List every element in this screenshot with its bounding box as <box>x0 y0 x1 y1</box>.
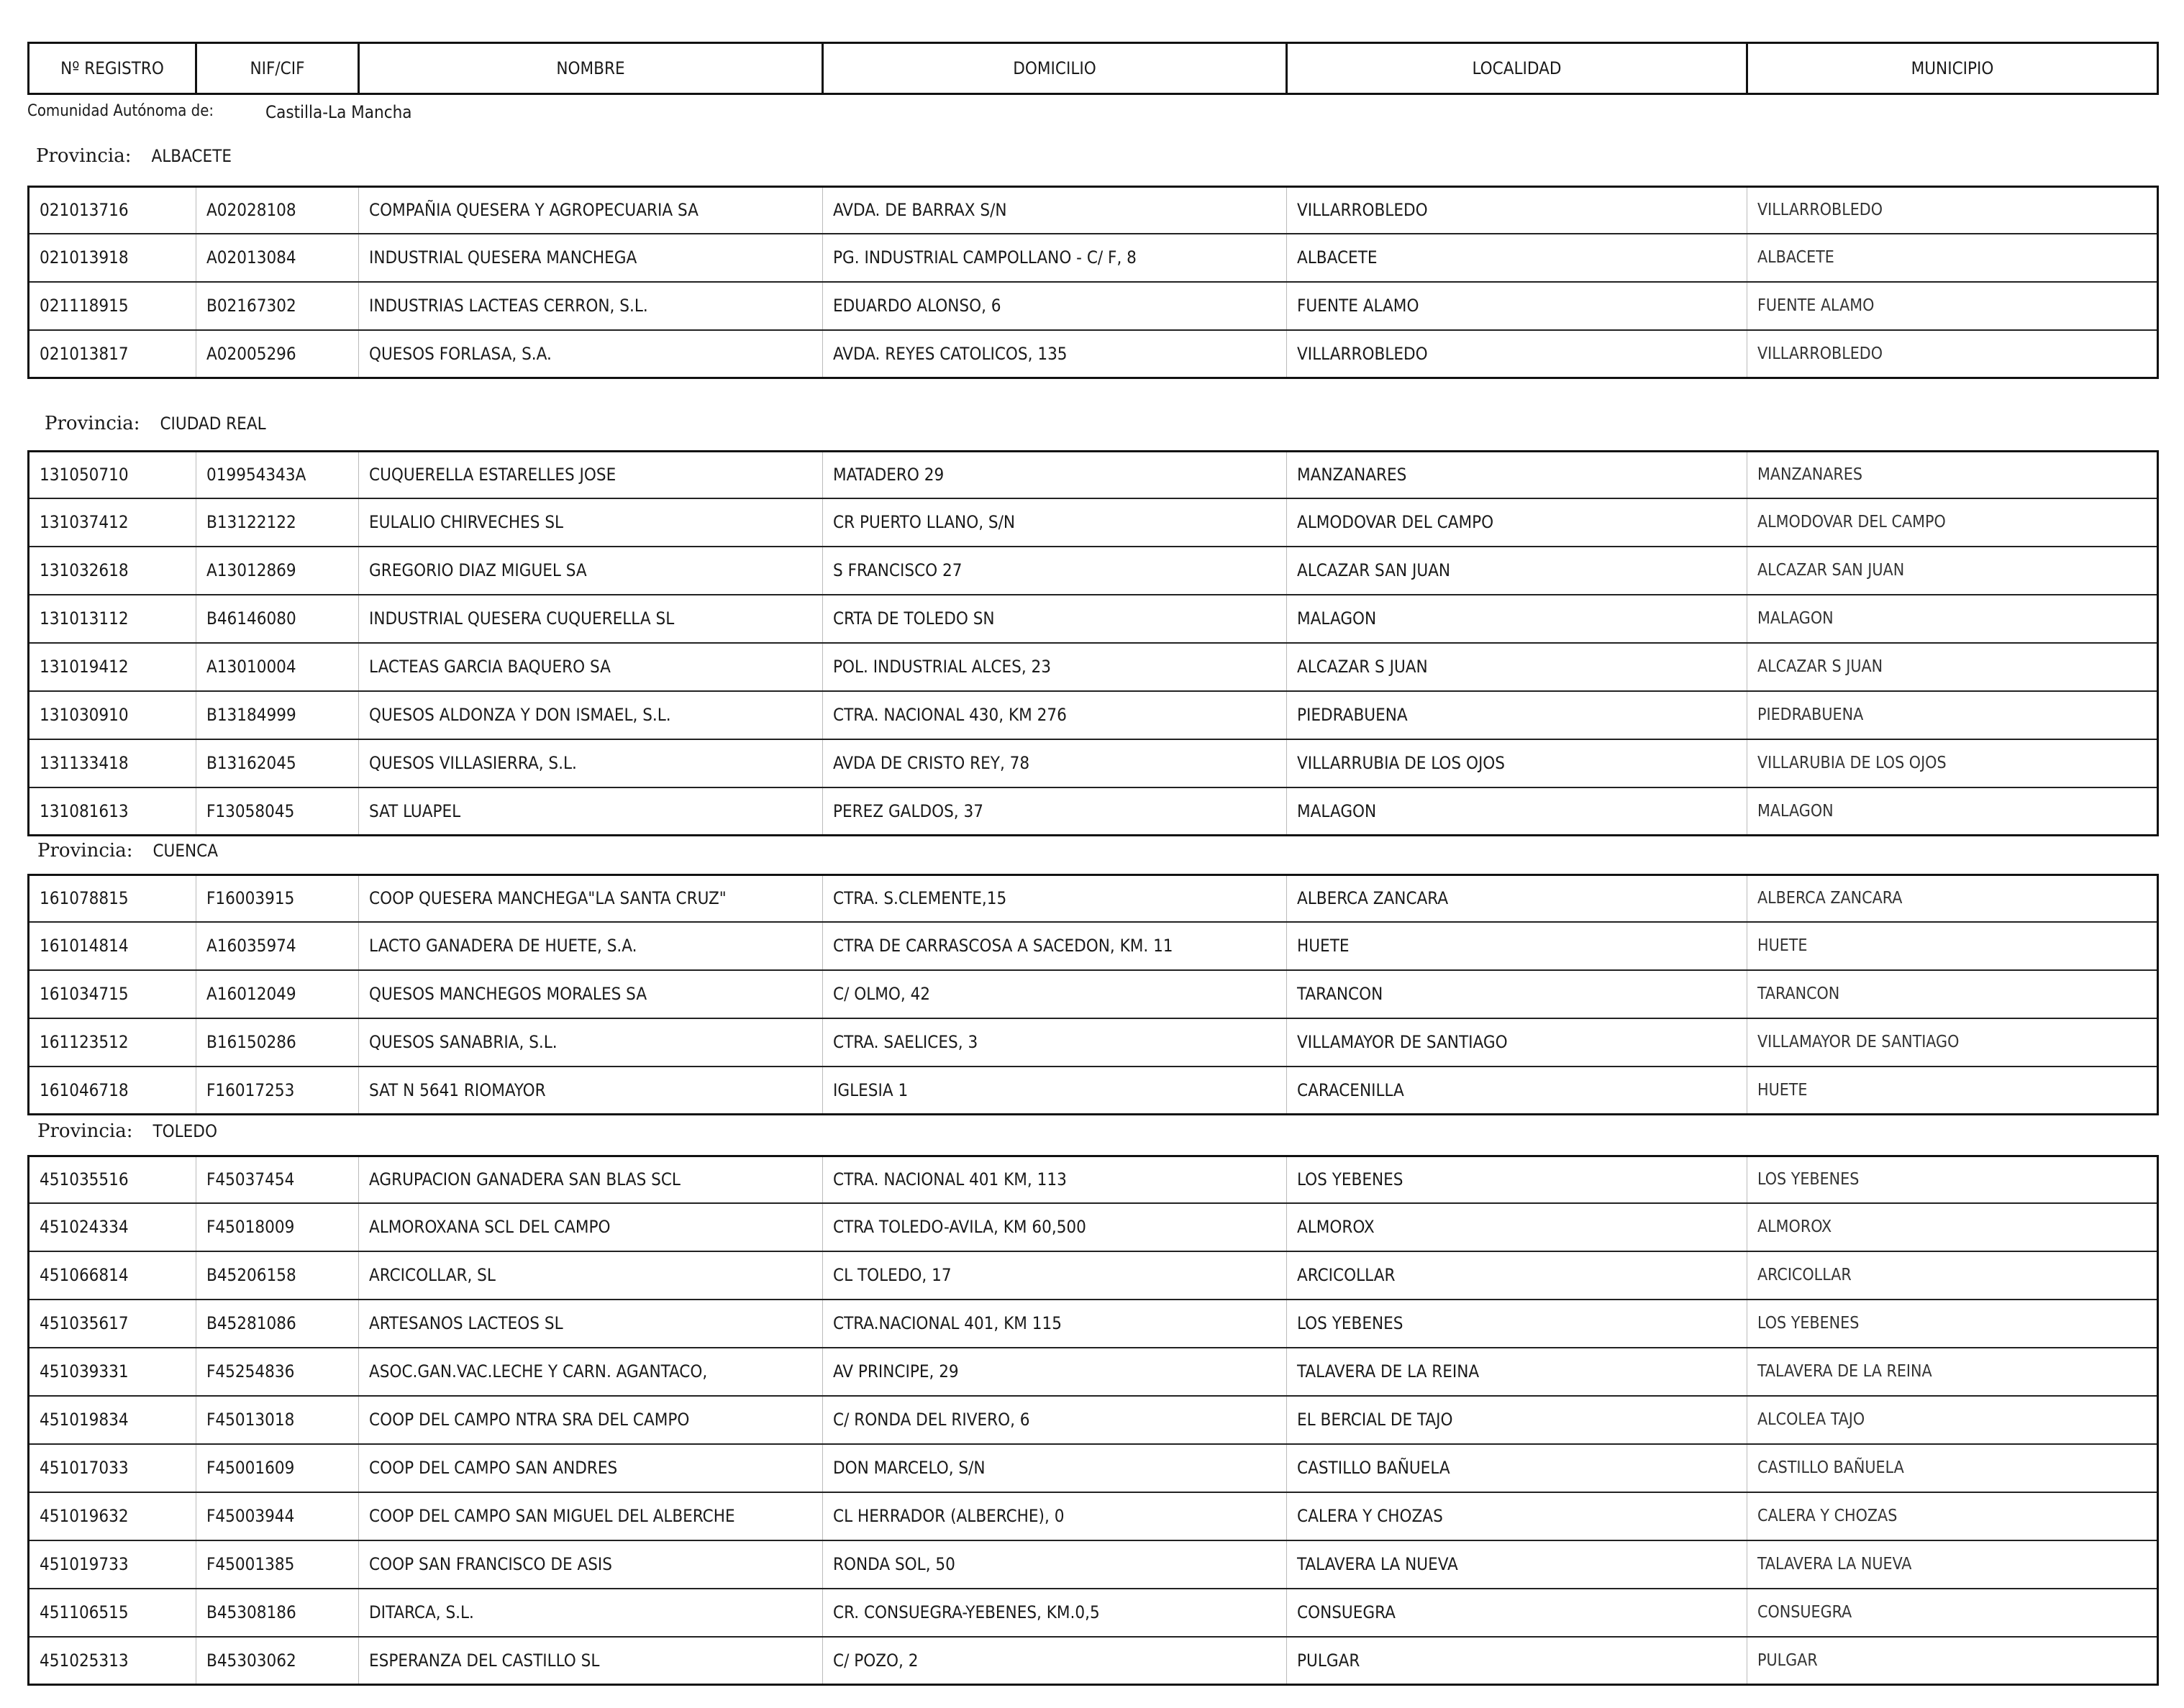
cell-municipio: VILLARROBLEDO <box>1747 187 2158 234</box>
table-row <box>29 1018 2158 1067</box>
cell-registro: 451035516 <box>40 1169 129 1190</box>
table-row <box>29 595 2158 643</box>
cell-municipio: VILLAMAYOR DE SANTIAGO <box>1747 1018 2158 1067</box>
cell-localidad: CONSUEGRA <box>1287 1589 1747 1637</box>
comunidad-label: Comunidad Autónoma de: <box>27 102 214 120</box>
cell-registro: 451024334 <box>29 1203 196 1251</box>
cell-domicilio: CTRA DE CARRASCOSA A SACEDON, KM. 11 <box>823 922 1287 970</box>
cell-nif: B45303062 <box>196 1637 359 1685</box>
cell-registro: 451106515 <box>29 1589 196 1637</box>
cell-registro: 451025313 <box>29 1637 196 1685</box>
cell-municipio: PIEDRABUENA <box>1747 691 2158 739</box>
cell-nif: A02028108 <box>196 187 359 234</box>
cell-nif: A02013084 <box>196 234 359 282</box>
cell-municipio: MALAGON <box>1747 595 2158 643</box>
cell-registro: 161034715 <box>29 970 196 1018</box>
cell-domicilio: CRTA DE TOLEDO SN <box>823 595 1287 643</box>
cell-municipio: CONSUEGRA <box>1747 1589 2158 1637</box>
table-row <box>29 970 2158 1018</box>
table-row <box>29 1637 2158 1685</box>
cell-domicilio: AVDA. DE BARRAX S/N <box>823 187 1287 234</box>
cell-municipio: ALCAZAR S JUAN <box>1747 643 2158 691</box>
cell-registro: 021118915 <box>29 282 196 330</box>
cell-localidad: VILLARROBLEDO <box>1287 187 1747 234</box>
cell-municipio: MALAGON <box>1747 787 2158 836</box>
cell-domicilio: C/ POZO, 2 <box>823 1637 1287 1685</box>
cell-nif: A02005296 <box>196 330 359 378</box>
table-row <box>29 1492 2158 1540</box>
cell-municipio: TALAVERA DE LA REINA <box>1747 1348 2158 1396</box>
cell-nif: B13122122 <box>196 498 359 547</box>
cell-domicilio: CR. CONSUEGRA-YEBENES, KM.0,5 <box>823 1589 1287 1637</box>
cell-domicilio: CL HERRADOR (ALBERCHE), 0 <box>823 1492 1287 1540</box>
cell-localidad: ARCICOLLAR <box>1287 1251 1747 1300</box>
cell-registro: 451019632 <box>29 1492 196 1540</box>
cell-nombre: LACTEAS GARCIA BAQUERO SA <box>359 643 823 691</box>
cell-localidad: CASTILLO BAÑUELA <box>1287 1444 1747 1492</box>
table-row <box>29 1589 2158 1637</box>
cell-municipio: FUENTE ALAMO <box>1747 282 2158 330</box>
table-row <box>29 330 2158 378</box>
cell-localidad: ALCAZAR S JUAN <box>1287 643 1747 691</box>
cell-nif: F13058045 <box>196 787 359 836</box>
comunidad-line <box>27 102 412 122</box>
column-header-table <box>27 42 2159 95</box>
cell-nombre: QUESOS SANABRIA, S.L. <box>359 1018 823 1067</box>
cell-nombre: INDUSTRIAL QUESERA CUQUERELLA SL <box>359 595 823 643</box>
cell-nif: F45013018 <box>196 1396 359 1444</box>
comunidad-value: Castilla-La Mancha <box>265 102 412 122</box>
cell-registro: 021013716 <box>40 200 129 221</box>
provincia-table-ciudad-real <box>27 450 2159 836</box>
col-header-domicilio: DOMICILIO <box>823 43 1287 94</box>
cell-municipio: VILLARUBIA DE LOS OJOS <box>1747 739 2158 787</box>
cell-nif: B46146080 <box>196 595 359 643</box>
cell-nif: F45018009 <box>196 1203 359 1251</box>
cell-nif: F16003915 <box>196 875 359 922</box>
cell-domicilio: PEREZ GALDOS, 37 <box>823 787 1287 836</box>
table-row <box>29 1348 2158 1396</box>
cell-nif: F45254836 <box>196 1348 359 1396</box>
table-row <box>29 1444 2158 1492</box>
cell-domicilio: IGLESIA 1 <box>823 1067 1287 1115</box>
cell-municipio: CALERA Y CHOZAS <box>1747 1492 2158 1540</box>
cell-localidad: MALAGON <box>1287 787 1747 836</box>
cell-municipio: PULGAR <box>1747 1637 2158 1685</box>
provincia-label: Provincia: <box>37 840 133 862</box>
cell-registro: 021013817 <box>29 330 196 378</box>
cell-registro: 131019412 <box>29 643 196 691</box>
cell-nif: F45003944 <box>196 1492 359 1540</box>
cell-domicilio: CTRA. NACIONAL 401 KM, 113 <box>823 1156 1287 1203</box>
cell-municipio: ALBACETE <box>1747 234 2158 282</box>
cell-nombre: COOP DEL CAMPO SAN ANDRES <box>359 1444 823 1492</box>
cell-localidad: LOS YEBENES <box>1287 1300 1747 1348</box>
cell-registro: 131050710 <box>40 465 129 485</box>
cell-nombre: ASOC.GAN.VAC.LECHE Y CARN. AGANTACO, <box>359 1348 823 1396</box>
cell-domicilio: C/ RONDA DEL RIVERO, 6 <box>823 1396 1287 1444</box>
table-row <box>29 547 2158 595</box>
cell-nif: A13012869 <box>196 547 359 595</box>
cell-domicilio: CTRA. NACIONAL 430, KM 276 <box>823 691 1287 739</box>
cell-localidad: TALAVERA LA NUEVA <box>1287 1540 1747 1589</box>
cell-domicilio: CL TOLEDO, 17 <box>823 1251 1287 1300</box>
cell-localidad: ALBERCA ZANCARA <box>1287 875 1747 922</box>
cell-registro: 161046718 <box>29 1067 196 1115</box>
cell-domicilio: DON MARCELO, S/N <box>823 1444 1287 1492</box>
cell-municipio: LOS YEBENES <box>1747 1156 2158 1203</box>
cell-localidad: MANZANARES <box>1287 452 1747 498</box>
table-row <box>29 643 2158 691</box>
provincia-label: Provincia: <box>45 413 140 434</box>
cell-nombre: SAT N 5641 RIOMAYOR <box>359 1067 823 1115</box>
cell-nif: A16035974 <box>196 922 359 970</box>
table-row <box>29 1300 2158 1348</box>
table-row <box>29 452 2158 498</box>
col-header-nif: NIF/CIF <box>196 43 359 94</box>
cell-nombre: CUQUERELLA ESTARELLES JOSE <box>359 452 823 498</box>
cell-nombre: DITARCA, S.L. <box>359 1589 823 1637</box>
cell-nombre: ARCICOLLAR, SL <box>359 1251 823 1300</box>
provincia-name: TOLEDO <box>153 1121 217 1141</box>
cell-municipio: CASTILLO BAÑUELA <box>1747 1444 2158 1492</box>
cell-localidad: FUENTE ALAMO <box>1287 282 1747 330</box>
cell-registro: 131133418 <box>29 739 196 787</box>
table-row <box>29 1067 2158 1115</box>
table-row <box>29 498 2158 547</box>
cell-registro: 131037412 <box>29 498 196 547</box>
cell-nombre: COOP SAN FRANCISCO DE ASIS <box>359 1540 823 1589</box>
cell-nombre: INDUSTRIAS LACTEAS CERRON, S.L. <box>359 282 823 330</box>
cell-nombre: EULALIO CHIRVECHES SL <box>359 498 823 547</box>
cell-nif: F45037454 <box>196 1156 359 1203</box>
table-row <box>29 1396 2158 1444</box>
table-row <box>29 282 2158 330</box>
table-row <box>29 1251 2158 1300</box>
cell-registro: 451017033 <box>29 1444 196 1492</box>
cell-municipio: HUETE <box>1747 1067 2158 1115</box>
cell-localidad: HUETE <box>1287 922 1747 970</box>
cell-registro: 131013112 <box>29 595 196 643</box>
cell-domicilio: CTRA TOLEDO-AVILA, KM 60,500 <box>823 1203 1287 1251</box>
table-row <box>29 739 2158 787</box>
cell-nombre: INDUSTRIAL QUESERA MANCHEGA <box>359 234 823 282</box>
cell-localidad: CALERA Y CHOZAS <box>1287 1492 1747 1540</box>
cell-domicilio: CTRA. SAELICES, 3 <box>823 1018 1287 1067</box>
cell-municipio: TARANCON <box>1747 970 2158 1018</box>
provincia-table-cuenca <box>27 874 2159 1115</box>
cell-nif: B45206158 <box>196 1251 359 1300</box>
cell-nif: 019954343A <box>196 452 359 498</box>
cell-localidad: EL BERCIAL DE TAJO <box>1287 1396 1747 1444</box>
cell-municipio: ALCAZAR SAN JUAN <box>1747 547 2158 595</box>
cell-registro: 131030910 <box>29 691 196 739</box>
cell-localidad: TALAVERA DE LA REINA <box>1287 1348 1747 1396</box>
cell-nombre: QUESOS FORLASA, S.A. <box>359 330 823 378</box>
cell-municipio: LOS YEBENES <box>1747 1300 2158 1348</box>
cell-municipio: ALBERCA ZANCARA <box>1747 875 2158 922</box>
table-row <box>29 234 2158 282</box>
provincia-heading-toledo <box>37 1120 217 1142</box>
cell-domicilio: PG. INDUSTRIAL CAMPOLLANO - C/ F, 8 <box>823 234 1287 282</box>
cell-nombre: ARTESANOS LACTEOS SL <box>359 1300 823 1348</box>
cell-registro: 131081613 <box>29 787 196 836</box>
cell-municipio: HUETE <box>1747 922 2158 970</box>
cell-nombre: ESPERANZA DEL CASTILLO SL <box>359 1637 823 1685</box>
cell-localidad: ALMOROX <box>1287 1203 1747 1251</box>
cell-localidad: VILLARRUBIA DE LOS OJOS <box>1287 739 1747 787</box>
table-row <box>29 187 2158 234</box>
cell-domicilio: MATADERO 29 <box>823 452 1287 498</box>
cell-registro: 451066814 <box>29 1251 196 1300</box>
cell-nombre: QUESOS MANCHEGOS MORALES SA <box>359 970 823 1018</box>
table-row <box>29 691 2158 739</box>
cell-localidad: ALCAZAR SAN JUAN <box>1287 547 1747 595</box>
cell-localidad: ALMODOVAR DEL CAMPO <box>1287 498 1747 547</box>
cell-nombre: SAT LUAPEL <box>359 787 823 836</box>
cell-nombre: LACTO GANADERA DE HUETE, S.A. <box>359 922 823 970</box>
provincia-heading-ciudad-real <box>45 413 266 434</box>
cell-registro: 021013918 <box>29 234 196 282</box>
table-row <box>29 922 2158 970</box>
cell-registro: 161014814 <box>29 922 196 970</box>
cell-registro: 451019733 <box>29 1540 196 1589</box>
cell-localidad: PULGAR <box>1287 1637 1747 1685</box>
cell-localidad: MALAGON <box>1287 595 1747 643</box>
cell-nif: F16017253 <box>196 1067 359 1115</box>
table-row <box>29 1203 2158 1251</box>
cell-municipio: ARCICOLLAR <box>1747 1251 2158 1300</box>
cell-nombre: COOP DEL CAMPO SAN MIGUEL DEL ALBERCHE <box>359 1492 823 1540</box>
cell-domicilio: AVDA. REYES CATOLICOS, 135 <box>823 330 1287 378</box>
cell-domicilio: RONDA SOL, 50 <box>823 1540 1287 1589</box>
cell-registro: 131032618 <box>29 547 196 595</box>
cell-municipio: ALMOROX <box>1747 1203 2158 1251</box>
cell-municipio: VILLARROBLEDO <box>1747 330 2158 378</box>
cell-domicilio: AVDA DE CRISTO REY, 78 <box>823 739 1287 787</box>
cell-localidad: VILLAMAYOR DE SANTIAGO <box>1287 1018 1747 1067</box>
col-header-registro: Nº REGISTRO <box>29 43 196 94</box>
provincia-table-toledo <box>27 1155 2159 1686</box>
cell-nif: F45001609 <box>196 1444 359 1492</box>
table-row <box>29 1540 2158 1589</box>
cell-registro: 451039331 <box>29 1348 196 1396</box>
provincia-table-albacete <box>27 186 2159 379</box>
cell-nombre: ALMOROXANA SCL DEL CAMPO <box>359 1203 823 1251</box>
table-row <box>29 787 2158 836</box>
cell-localidad: VILLARROBLEDO <box>1287 330 1747 378</box>
cell-nombre: QUESOS ALDONZA Y DON ISMAEL, S.L. <box>359 691 823 739</box>
provincia-name: ALBACETE <box>151 146 232 166</box>
provincia-heading-albacete <box>36 145 232 167</box>
cell-nif: A13010004 <box>196 643 359 691</box>
cell-municipio: ALCOLEA TAJO <box>1747 1396 2158 1444</box>
cell-domicilio: C/ OLMO, 42 <box>823 970 1287 1018</box>
cell-domicilio: CTRA.NACIONAL 401, KM 115 <box>823 1300 1287 1348</box>
cell-municipio: MANZANARES <box>1747 452 2158 498</box>
cell-nif: A16012049 <box>196 970 359 1018</box>
cell-domicilio: S FRANCISCO 27 <box>823 547 1287 595</box>
column-header-row <box>29 43 2158 94</box>
cell-nombre: COOP QUESERA MANCHEGA"LA SANTA CRUZ" <box>359 875 823 922</box>
provincia-name: CIUDAD REAL <box>160 414 266 434</box>
cell-nombre: QUESOS VILLASIERRA, S.L. <box>359 739 823 787</box>
cell-nif: B13162045 <box>196 739 359 787</box>
cell-registro: 161078815 <box>40 888 129 909</box>
cell-registro: 161123512 <box>29 1018 196 1067</box>
cell-localidad: PIEDRABUENA <box>1287 691 1747 739</box>
cell-nombre: COOP DEL CAMPO NTRA SRA DEL CAMPO <box>359 1396 823 1444</box>
cell-domicilio: CR PUERTO LLANO, S/N <box>823 498 1287 547</box>
cell-nombre: GREGORIO DIAZ MIGUEL SA <box>359 547 823 595</box>
cell-localidad: ALBACETE <box>1287 234 1747 282</box>
cell-nif: B02167302 <box>196 282 359 330</box>
cell-nif: B45308186 <box>196 1589 359 1637</box>
col-header-localidad: LOCALIDAD <box>1287 43 1747 94</box>
cell-localidad: TARANCON <box>1287 970 1747 1018</box>
provincia-name: CUENCA <box>153 841 218 861</box>
cell-nombre: AGRUPACION GANADERA SAN BLAS SCL <box>359 1156 823 1203</box>
provincia-heading-cuenca <box>37 840 218 862</box>
cell-localidad: CARACENILLA <box>1287 1067 1747 1115</box>
cell-municipio: TALAVERA LA NUEVA <box>1747 1540 2158 1589</box>
cell-domicilio: EDUARDO ALONSO, 6 <box>823 282 1287 330</box>
cell-domicilio: AV PRINCIPE, 29 <box>823 1348 1287 1396</box>
cell-localidad: LOS YEBENES <box>1287 1156 1747 1203</box>
provincia-label: Provincia: <box>36 145 132 167</box>
table-row <box>29 875 2158 922</box>
cell-domicilio: POL. INDUSTRIAL ALCES, 23 <box>823 643 1287 691</box>
cell-nif: B16150286 <box>196 1018 359 1067</box>
cell-nif: B45281086 <box>196 1300 359 1348</box>
cell-municipio: ALMODOVAR DEL CAMPO <box>1747 498 2158 547</box>
cell-domicilio: CTRA. S.CLEMENTE,15 <box>823 875 1287 922</box>
cell-nif: F45001385 <box>196 1540 359 1589</box>
cell-nombre: COMPAÑIA QUESERA Y AGROPECUARIA SA <box>359 187 823 234</box>
col-header-municipio: MUNICIPIO <box>1747 43 2158 94</box>
cell-registro: 451019834 <box>29 1396 196 1444</box>
col-header-nombre: NOMBRE <box>359 43 823 94</box>
table-row <box>29 1156 2158 1203</box>
provincia-label: Provincia: <box>37 1120 133 1142</box>
cell-registro: 451035617 <box>29 1300 196 1348</box>
cell-nif: B13184999 <box>196 691 359 739</box>
